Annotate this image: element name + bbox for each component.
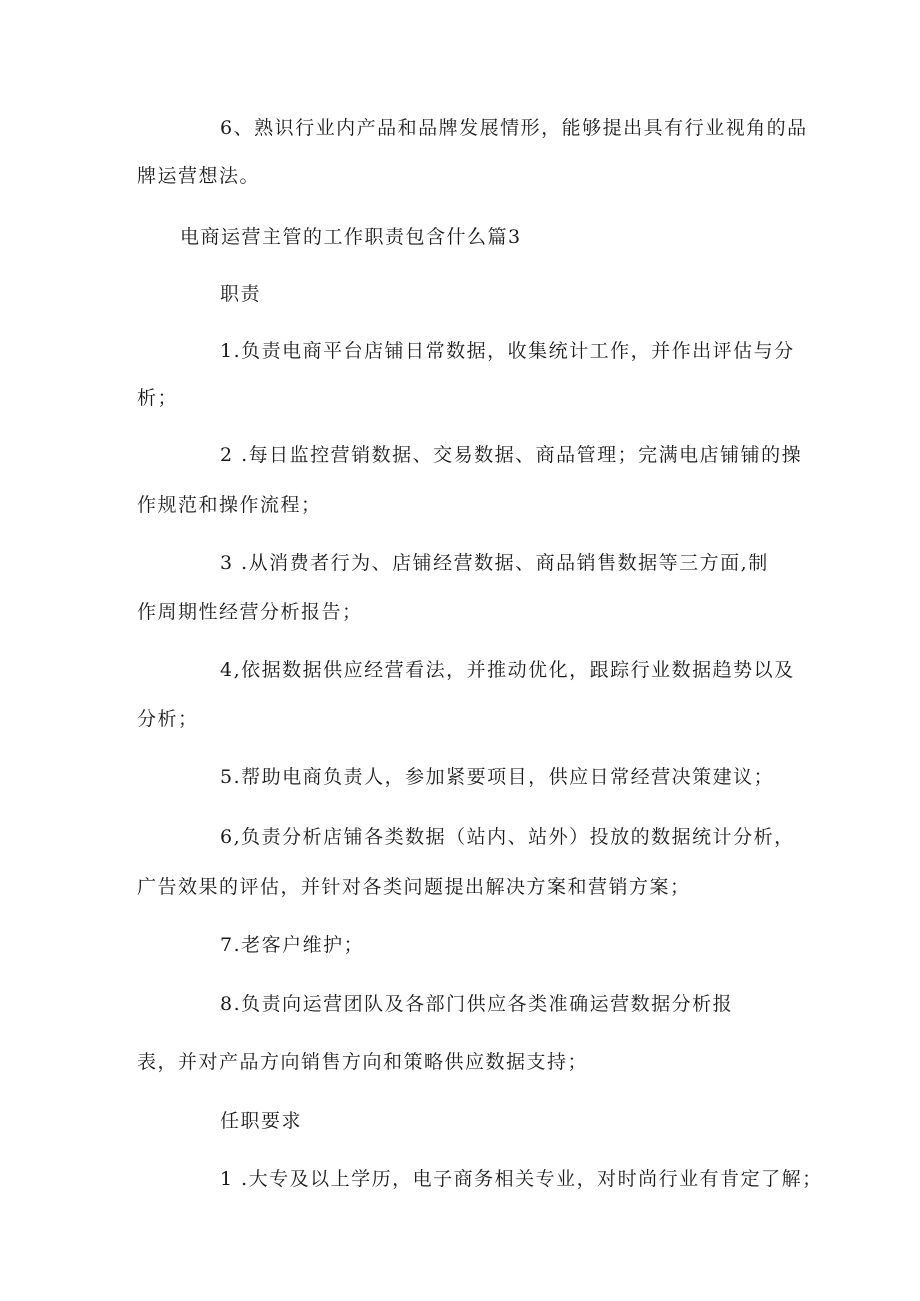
paragraph-line: 表，并对产品方向销售方向和策略供应数据支持； (137, 1051, 589, 1073)
paragraph-line: 作规范和操作流程； (137, 494, 322, 516)
subsection-heading: 任职要求 (220, 1110, 303, 1132)
paragraph-line: 7.老客户维护； (220, 934, 365, 956)
paragraph-line: 8.负责向运营团队及各部门供应各类准确运营数据分析报 (220, 993, 734, 1015)
paragraph-line: 作周期性经营分析报告； (137, 601, 363, 623)
paragraph-line: 分析； (137, 708, 199, 730)
paragraph-line: 6、熟识行业内产品和品牌发展情形，能够提出具有行业视角的品 (220, 117, 808, 139)
section-heading: 电商运营主管的工作职责包含什么篇3 (180, 226, 522, 248)
paragraph-line: 3 .从消费者行为、店铺经营数据、商品销售数据等三方面,制 (220, 552, 769, 574)
paragraph-line: 5.帮助电商负责人，参加紧要项目，供应日常经营决策建议； (220, 766, 775, 788)
paragraph-line: 牌运营想法。 (137, 165, 261, 187)
paragraph-line: 4,依据数据供应经营看法，并推动优化，跟踪行业数据趋势以及 (220, 659, 795, 681)
paragraph-line: 1 .大专及以上学历，电子商务相关专业，对时尚行业有肯定了解； (220, 1168, 823, 1190)
paragraph-line: 广告效果的评估，并针对各类问题提出解决方案和营销方案； (137, 876, 691, 898)
paragraph-line: 6,负责分析店铺各类数据（站内、站外）投放的数据统计分析， (220, 826, 795, 848)
paragraph-line: 2 .每日监控营销数据、交易数据、商品管理；完满电店铺铺的操 (220, 444, 803, 466)
paragraph-line: 析； (137, 387, 179, 409)
paragraph-line: 1.负责电商平台店铺日常数据，收集统计工作，并作出评估与分 (220, 340, 795, 362)
subsection-heading: 职责 (220, 283, 262, 305)
